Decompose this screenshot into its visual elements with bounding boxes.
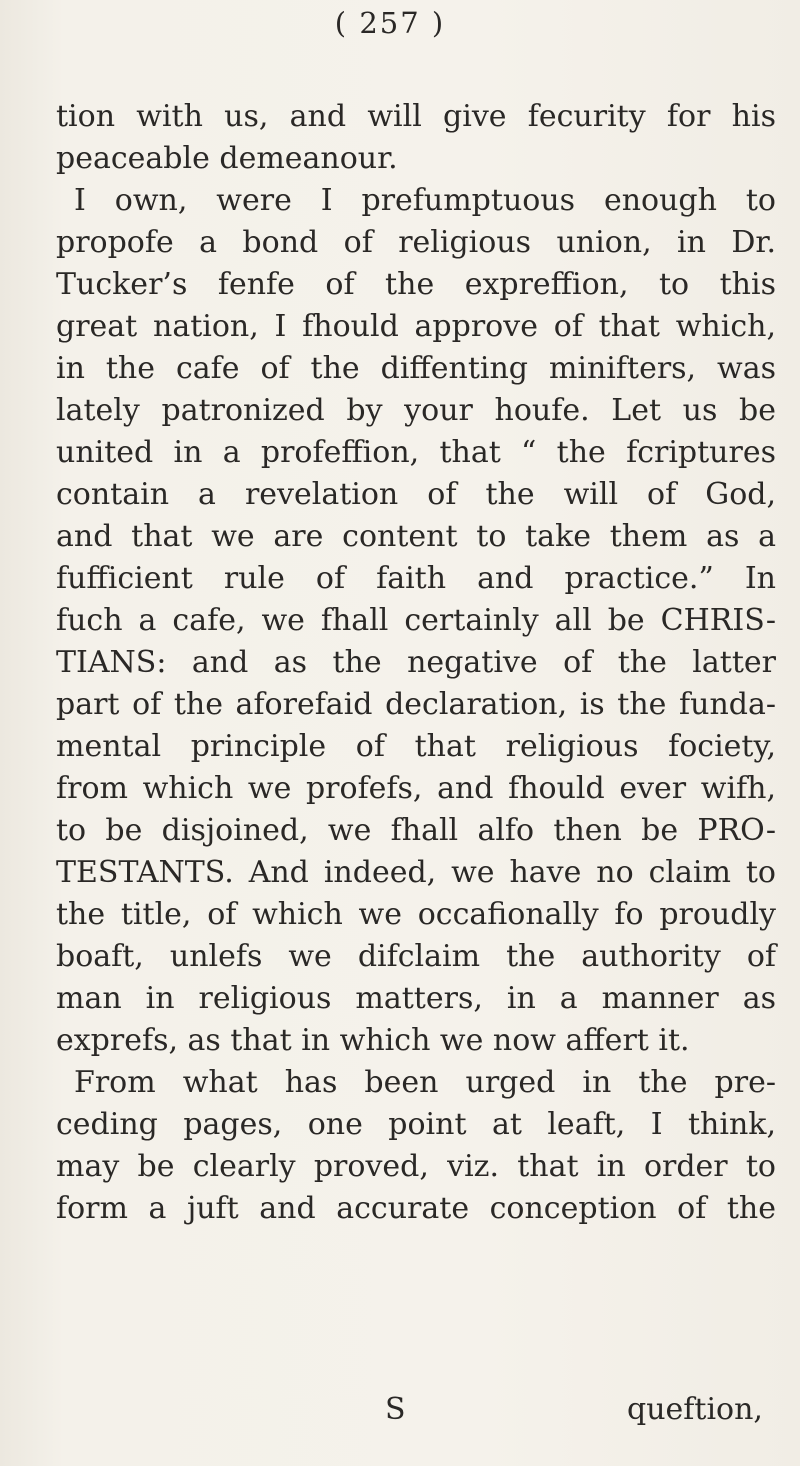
text-line: I own, were I prefumptuous enough to <box>74 183 776 218</box>
text-line: the title, of which we occafionally fo proudly <box>56 897 776 932</box>
text-line: mental principle of that religious fociety, <box>56 729 776 764</box>
text-line: to be disjoined, we fhall alfo then be PRO- <box>56 813 776 848</box>
text-line: Tucker’s fenfe of the expreffion, to this <box>56 267 776 302</box>
page-footer <box>0 1389 800 1431</box>
catchword: queftion, <box>627 1392 763 1427</box>
text-line: may be clearly proved, viz. that in order to <box>56 1149 776 1184</box>
page-number: ( 257 ) <box>334 6 446 40</box>
text-line: from which we profefs, and fhould ever wifh, <box>56 771 776 806</box>
text-line: form a juft and accurate conception of the <box>56 1191 776 1226</box>
text-line: lately patronized by your houfe. Let us be <box>56 393 776 428</box>
text-line: peaceable demeanour. <box>56 141 398 176</box>
page-header <box>0 6 800 40</box>
signature-mark: S <box>385 1392 406 1427</box>
text-line: fuch a cafe, we fhall certainly all be CHRIS- <box>56 603 776 638</box>
text-line: part of the aforefaid declaration, is the funda- <box>56 687 776 722</box>
text-line: ceding pages, one point at leaft, I think, <box>56 1107 776 1142</box>
text-line: in the cafe of the diffenting minifters, was <box>56 351 776 386</box>
text-line: TIANS: and as the negative of the latter <box>56 645 776 680</box>
text-line: man in religious matters, in a manner as <box>56 981 776 1016</box>
text-line: TESTANTS. And indeed, we have no claim to <box>56 855 776 890</box>
text-line: fufficient rule of faith and practice.” In <box>56 561 776 596</box>
text-line: united in a profeffion, that “ the fcriptures <box>56 435 776 470</box>
text-line: contain a revelation of the will of God, <box>56 477 776 512</box>
text-line: propofe a bond of religious union, in Dr. <box>56 225 776 260</box>
text-line: boaft, unlefs we difclaim the authority of <box>56 939 776 974</box>
text-line: great nation, I fhould approve of that which, <box>56 309 776 344</box>
text-line: From what has been urged in the pre- <box>74 1065 776 1100</box>
text-line: exprefs, as that in which we now affert it. <box>56 1023 690 1058</box>
text-line: and that we are content to take them as a <box>56 519 776 554</box>
text-line: tion with us, and will give fecurity for his <box>56 99 776 134</box>
